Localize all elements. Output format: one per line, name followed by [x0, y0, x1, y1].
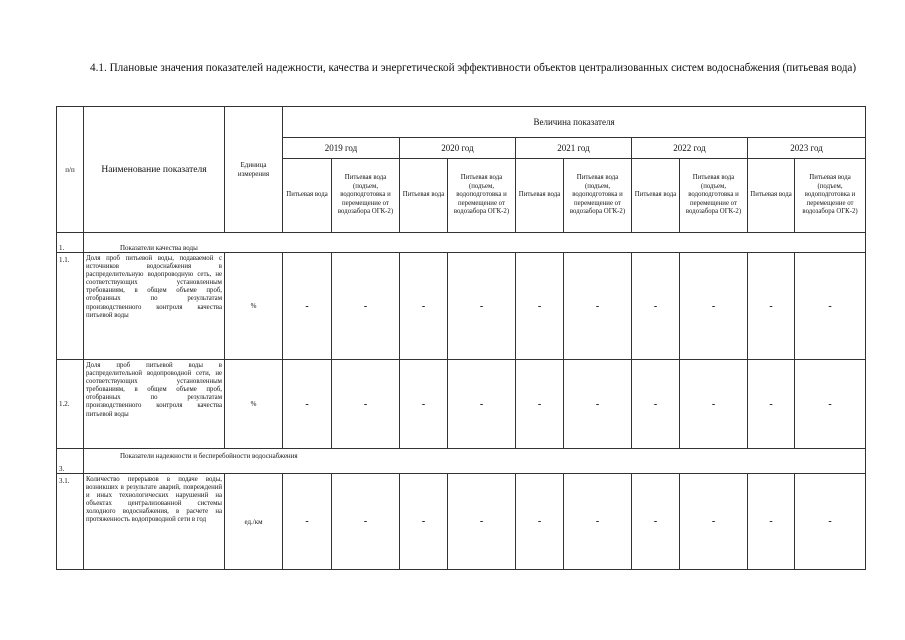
- sub-header-water: Питьевая вода: [516, 159, 564, 233]
- value-cell: -: [748, 360, 795, 449]
- table-row: [57, 360, 866, 449]
- value-cell: -: [448, 253, 516, 360]
- table-row: [57, 253, 866, 360]
- value-cell: -: [516, 360, 564, 449]
- value-cell: -: [632, 474, 680, 570]
- year-header: 2020 год: [400, 138, 516, 159]
- value-cell: -: [680, 360, 748, 449]
- sub-header-water-ogk: Питьевая вода (подъем, водоподготовка и перемещение от водозабора ОГК-2): [332, 159, 400, 233]
- indicator-name: Количество перерывов в подаче воды, возникших в результате аварий, повреждений и иных технологических нарушений на объектах централизованной системы холодного водоснабжения, в расчете на протяженность водопроводной сети в год: [84, 474, 225, 570]
- row-number: 1.1.: [57, 253, 84, 360]
- col-header-num: п/п: [57, 107, 84, 233]
- value-cell: -: [680, 474, 748, 570]
- sub-header-water-ogk: Питьевая вода (подъем, водоподготовка и перемещение от водозабора ОГК-2): [680, 159, 748, 233]
- value-cell: -: [564, 253, 632, 360]
- value-cell: -: [400, 253, 448, 360]
- year-header: 2019 год: [283, 138, 400, 159]
- col-header-unit: Единица измерения: [225, 107, 283, 233]
- value-cell: -: [400, 474, 448, 570]
- section-title: Показатели качества воды: [84, 233, 866, 253]
- value-cell: -: [516, 474, 564, 570]
- year-header: 2022 год: [632, 138, 748, 159]
- col-header-name: Наименование показателя: [84, 107, 225, 233]
- value-cell: -: [283, 253, 332, 360]
- table-heading: 4.1. Плановые значения показателей надежности, качества и энергетической эффективности объектов централизованных систем водоснабжения (питьевая вода): [90, 62, 857, 74]
- indicator-unit: %: [225, 360, 283, 449]
- value-cell: -: [748, 474, 795, 570]
- table-row: [57, 474, 866, 570]
- header-row-1: [57, 107, 866, 138]
- value-cell: -: [332, 474, 400, 570]
- sub-header-water: Питьевая вода: [632, 159, 680, 233]
- value-cell: -: [332, 360, 400, 449]
- indicator-name: Доля проб питьевой воды, подаваемой с источников водоснабжения в распределительную водопроводную сеть, не соответствующих установленным требованиям, в общем объеме проб, отобранных по результатам производственного контроля качества питьевой воды: [84, 253, 225, 360]
- section-number: 1.: [57, 233, 84, 253]
- value-cell: -: [448, 360, 516, 449]
- value-cell: -: [283, 360, 332, 449]
- row-number: 3.1.: [57, 474, 84, 570]
- value-cell: -: [632, 253, 680, 360]
- row-number: 1.2.: [57, 360, 84, 449]
- indicator-unit: %: [225, 253, 283, 360]
- value-cell: -: [448, 474, 516, 570]
- indicator-name: Доля проб питьевой воды в распределительной водопроводной сети, не соответствующих установленным требованиям, в общем объеме проб, отобранных по результатам производственного контроля качества питьевой воды: [84, 360, 225, 449]
- col-header-value: Величина показателя: [283, 107, 866, 138]
- value-cell: -: [400, 360, 448, 449]
- sub-header-water-ogk: Питьевая вода (подъем, водоподготовка и перемещение от водозабора ОГК-2): [564, 159, 632, 233]
- value-cell: -: [564, 360, 632, 449]
- sub-header-water-ogk: Питьевая вода (подъем, водоподготовка и перемещение от водозабора ОГК-2): [795, 159, 866, 233]
- value-cell: -: [283, 474, 332, 570]
- value-cell: -: [795, 360, 866, 449]
- sub-header-water: Питьевая вода: [283, 159, 332, 233]
- year-header: 2023 год: [748, 138, 866, 159]
- value-cell: -: [564, 474, 632, 570]
- value-cell: -: [795, 253, 866, 360]
- value-cell: -: [516, 253, 564, 360]
- year-header: 2021 год: [516, 138, 632, 159]
- indicator-unit: ед./км: [225, 474, 283, 570]
- sub-header-water-ogk: Питьевая вода (подъем, водоподготовка и перемещение от водозабора ОГК-2): [448, 159, 516, 233]
- section-title: Показатели надежности и бесперебойности водоснабжения: [84, 449, 866, 474]
- section-row: [57, 449, 866, 474]
- section-number: 3.: [57, 449, 84, 474]
- section-row: [57, 233, 866, 253]
- sub-header-water: Питьевая вода: [748, 159, 795, 233]
- indicators-table: [56, 106, 866, 570]
- value-cell: -: [332, 253, 400, 360]
- value-cell: -: [680, 253, 748, 360]
- value-cell: -: [632, 360, 680, 449]
- value-cell: -: [748, 253, 795, 360]
- value-cell: -: [795, 474, 866, 570]
- sub-header-water: Питьевая вода: [400, 159, 448, 233]
